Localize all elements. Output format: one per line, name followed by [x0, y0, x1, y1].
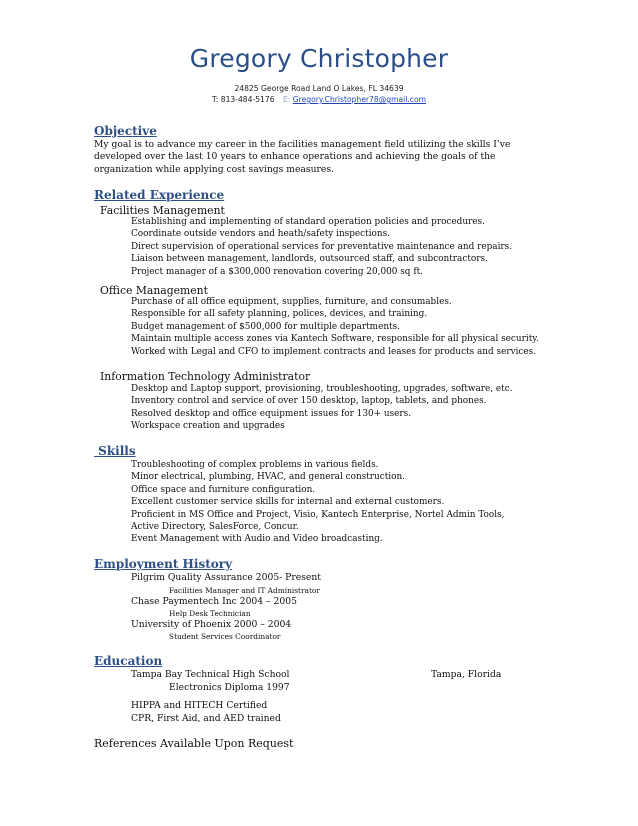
cert-item: HIPPA and HITECH Certified [131, 700, 268, 711]
list-item: Event Management with Audio and Video broadcasting. [131, 534, 383, 545]
address-line: 24825 George Road Land O Lakes, FL 34639 [234, 84, 404, 93]
list-item: Coordinate outside vendors and heath/safety inspections. [131, 229, 390, 240]
list-item: Worked with Legal and CFO to implement contracts and leases for products and services. [131, 346, 537, 357]
list-item: Budget management of $500,000 for multiple departments. [131, 321, 400, 332]
list-item: Proficient in MS Office and Project, Visio, Kantech Enterprise, Nortel Admin Tools, Active Directory, SalesForce, Concur. [131, 509, 505, 533]
list-item: Minor electrical, plumbing, HVAC, and general construction. [131, 472, 406, 483]
list-item: Troubleshooting of complex problems in various fields. [131, 460, 379, 470]
job-company: Chase Paymentech Inc 2004 – 2005 [131, 596, 297, 607]
skills-list [131, 459, 531, 546]
facilities-list [131, 216, 551, 278]
list-item: Resolved desktop and office equipment issues for 130+ users. [131, 408, 412, 419]
email-link[interactable]: Gregory.Christopher78@gmail.com [292, 95, 427, 104]
list-item: Purchase of all office equipment, supplies, furniture, and consumables. [131, 297, 452, 307]
section-title-office: Office Management [100, 284, 208, 297]
cert-item: CPR, First Aid, and AED trained [131, 713, 281, 724]
it-list [131, 383, 551, 433]
job-role: Facilities Manager and IT Administrator [169, 586, 320, 595]
phone-text: T: 813-484-5176 [211, 95, 275, 104]
section-title-facilities: Facilities Management [100, 204, 225, 217]
objective-text: My goal is to advance my career in the facilities management field utilizing the skills I’ve developed over the last 10 years to enhance operations and achieving the goals of the organization while applying cost savings measures. [94, 139, 511, 175]
list-item: Project manager of a $300,000 renovation covering 20,000 sq ft. [131, 266, 423, 277]
job-company: University of Phoenix 2000 – 2004 [131, 619, 292, 630]
applicant-name: Gregory Christopher [189, 44, 449, 73]
skills-heading: Skills [94, 444, 136, 458]
list-item: Desktop and Laptop support, provisioning, troubleshooting, upgrades, software, etc. [131, 384, 513, 394]
section-title-it: Information Technology Administrator [100, 370, 311, 383]
related-experience-heading: Related Experience [94, 188, 225, 202]
office-list [131, 296, 551, 358]
list-item: Liaison between management, landlords, outsourced staff, and subcontractors. [131, 254, 488, 265]
list-item: Direct supervision of operational services for preventative maintenance and repairs. [131, 241, 513, 252]
job-company: Pilgrim Quality Assurance 2005- Present [131, 572, 321, 583]
job-role: Help Desk Technician [169, 609, 251, 618]
diploma: Electronics Diploma 1997 [169, 682, 290, 693]
list-item: Workspace creation and upgrades [131, 421, 285, 432]
contact-line [0, 95, 638, 104]
references-note: References Available Upon Request [94, 737, 294, 750]
employment-heading: Employment History [94, 557, 233, 571]
school-location: Tampa, Florida [431, 669, 502, 680]
list-item: Establishing and implementing of standard operation policies and procedures. [131, 217, 485, 227]
list-item: Inventory control and service of over 150 desktop, laptop, tablets, and phones. [131, 396, 487, 407]
list-item: Excellent customer service skills for internal and external customers. [131, 497, 445, 508]
list-item: Office space and furniture configuration. [131, 484, 316, 495]
email-label: E: [282, 95, 291, 104]
job-role: Student Services Coordinator [169, 632, 281, 641]
education-heading: Education [94, 654, 163, 668]
list-item: Maintain multiple access zones via Kantech Software, responsible for all physical security. [131, 334, 539, 345]
objective-heading: Objective [94, 124, 157, 138]
school-name: Tampa Bay Technical High School [131, 669, 290, 680]
list-item: Responsible for all safety planning, polices, devices, and training. [131, 309, 428, 320]
